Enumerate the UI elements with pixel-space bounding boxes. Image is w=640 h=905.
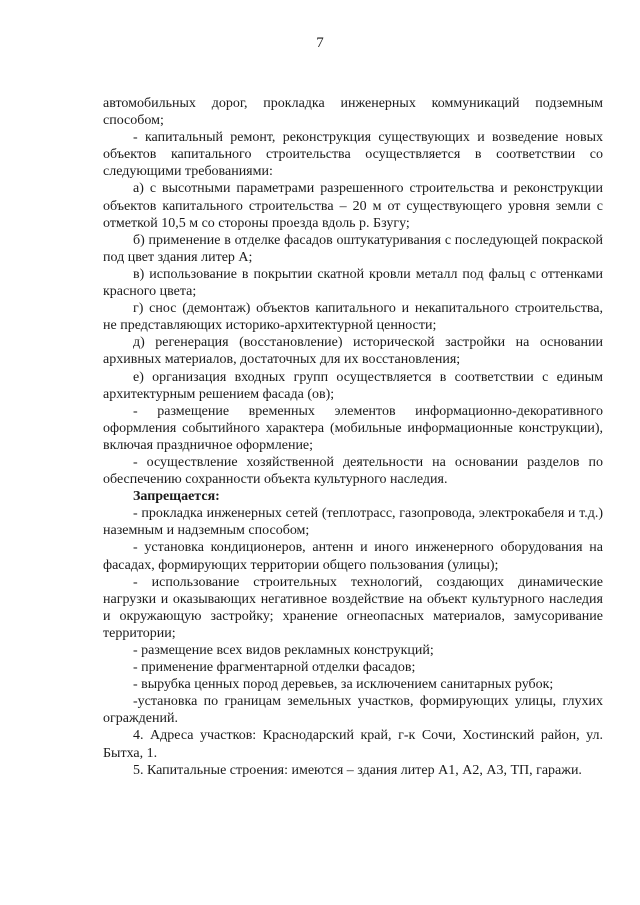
list-item: - размещение всех видов рекламных конструкций; [133,643,434,658]
list-item: - использование строительных технологий, создающих динамические нагрузки и оказывающих негативное воздействие на объект культурного наследия и окружающую застройку; хранение огнеопасных материалов, замусоривание территории; [103,574,603,641]
document-body [103,95,603,779]
paragraph: - осуществление хозяйственной деятельности на основании разделов по обеспечению сохранности объекта культурного наследия. [103,454,603,488]
list-item: - применение фрагментарной отделки фасадов; [133,660,416,676]
list-item: - установка кондиционеров, антенн и иного инженерного оборудования на фасадах, формирующих территории общего пользования (улицы); [103,540,603,573]
section-heading: Запрещается: [133,489,220,505]
paragraph: в) использование в покрытии скатной кровли металл под фальц с оттенками красного цвета; [103,266,603,300]
paragraph: - размещение временных элементов информационно-декоративного оформления событийного характера (мобильные информационные конструкции), включая праздничное оформление; [103,403,603,453]
paragraph: автомобильных дорог, прокладка инженерных коммуникаций подземным способом; [103,96,603,129]
list-item: -установка по границам земельных участков, формирующих улицы, глухих ограждений. [103,694,603,727]
list-item: - прокладка инженерных сетей (теплотрасс, газопровода, электрокабеля и т.д.) наземным и надземным способом; [103,506,603,539]
page-number: 7 [316,35,324,51]
paragraph: а) с высотными параметрами разрешенного строительства и реконструкции объектов капитального строительства – 20 м от существующего уровня земли с отметкой 10,5 м со стороны проезда вдоль р. Бзугу; [103,181,603,231]
paragraph: - капитальный ремонт, реконструкция существующих и возведение новых объектов капитального строительства осуществляется в соответствии со следующими требованиями: [103,130,603,180]
paragraph: г) снос (демонтаж) объектов капитального и некапитального строительства, не представляющих историко-архитектурной ценности; [103,301,603,334]
buildings-paragraph: 5. Капитальные строения: имеются – здания литер А1, А2, А3, ТП, гаражи. [133,762,582,778]
list-item: - вырубка ценных пород деревьев, за исключением санитарных рубок; [133,677,554,693]
paragraph: б) применение в отделке фасадов оштукатуривания с последующей покраской под цвет здания литер А; [103,232,603,265]
address-paragraph: 4. Адреса участков: Краснодарский край, г-к Сочи, Хостинский район, ул. Бытха, 1. [103,728,603,761]
paragraph: д) регенерация (восстановление) исторической застройки на основании архивных материалов, достаточных для их восстановления; [103,335,603,368]
paragraph: е) организация входных групп осуществляется в соответствии с единым архитектурным решением фасада (ов); [103,369,603,402]
